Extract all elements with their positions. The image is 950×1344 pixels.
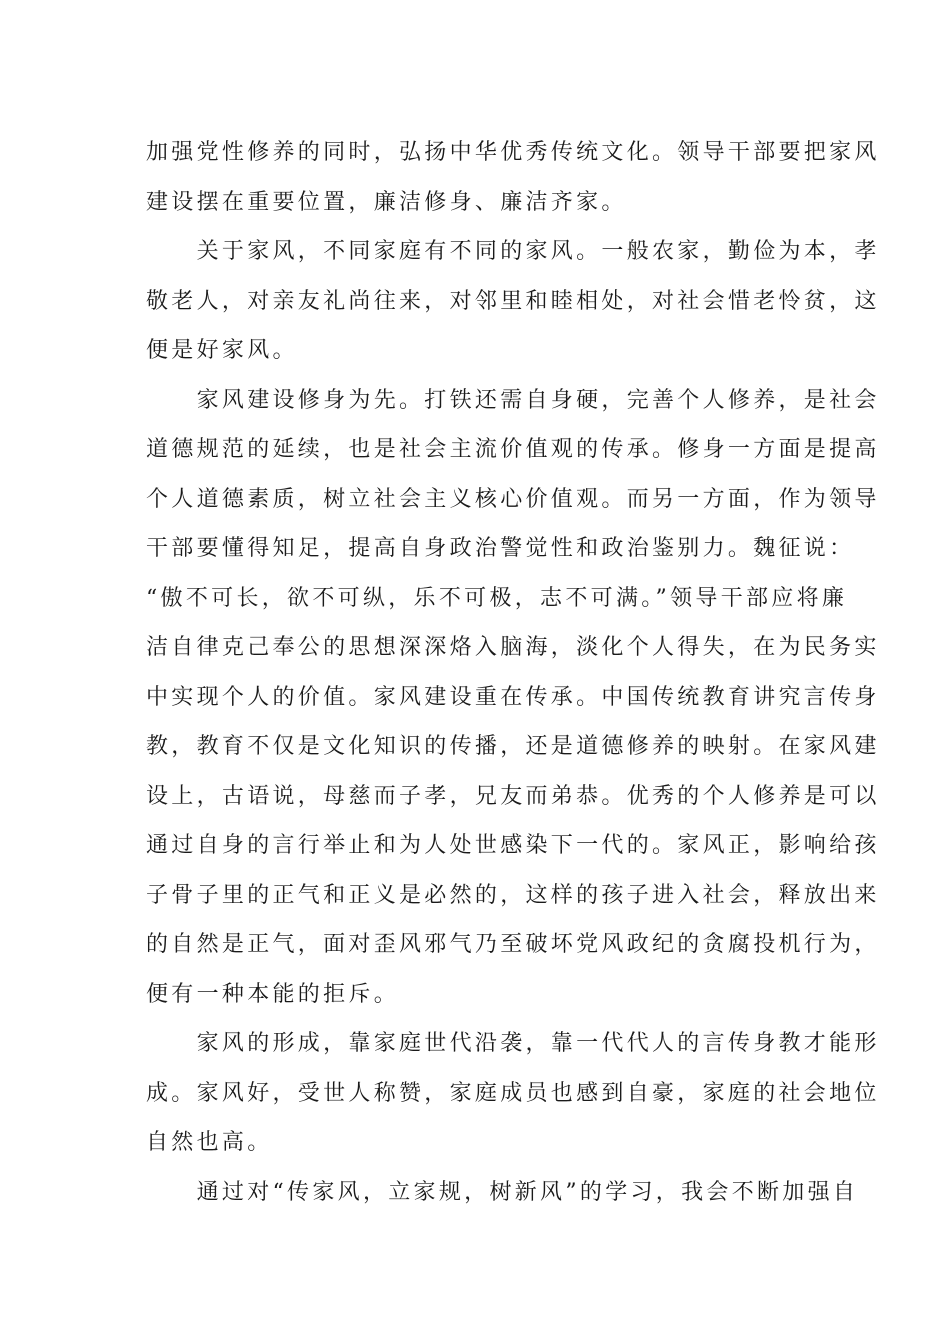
text-line-1: 加强党性修养的同时，弘扬中华优秀传统文化。领导干部要把家风 (146, 140, 880, 165)
text-line-3: 关于家风，不同家庭有不同的家风。一般农家，勤俭为本，孝 (146, 239, 880, 264)
text-line-6: 家风建设修身为先。打铁还需自身硬，完善个人修养，是社会 (146, 387, 880, 413)
text-line-18: 便有一种本能的拒斥。 (146, 981, 400, 1007)
text-line-8: 个人道德素质，树立社会主义核心价值观。而另一方面，作为领导 (146, 486, 880, 512)
text-line-5: 便是好家风。 (146, 338, 298, 363)
text-line-15: 通过自身的言行举止和为人处世感染下一代的。家风正，影响给孩 (146, 833, 880, 858)
text-line-19: 家风的形成，靠家庭世代沿袭，靠一代代人的言传身教才能形 (146, 1031, 880, 1056)
text-line-22: 通过对“传家风，立家规，树新风”的学习，我会不断加强自 (146, 1179, 859, 1205)
text-line-4: 敬老人，对亲友礼尚往来，对邻里和睦相处，对社会惜老怜贫，这 (146, 288, 880, 314)
text-line-7: 道德规范的延续，也是社会主流价值观的传承。修身一方面是提高 (146, 437, 880, 462)
text-line-9: 干部要懂得知足，提高自身政治警觉性和政治鉴别力。魏征说： (146, 536, 855, 561)
text-line-14: 设上，古语说，母慈而子孝，兄友而弟恭。优秀的个人修养是可以 (146, 783, 880, 809)
text-line-20: 成。家风好，受世人称赞，家庭成员也感到自豪，家庭的社会地位 (146, 1080, 880, 1106)
text-line-12: 中实现个人的价值。家风建设重在传承。中国传统教育讲究言传身 (146, 684, 880, 710)
text-line-10: “傲不可长，欲不可纵，乐不可极，志不可满。”领导干部应将廉 (146, 585, 848, 611)
text-line-2: 建设摆在重要位置，廉洁修身、廉洁齐家。 (146, 189, 627, 215)
text-line-17: 的自然是正气，面对歪风邪气乃至破坏党风政纪的贪腐投机行为， (146, 932, 880, 957)
text-line-13: 教，教育不仅是文化知识的传播，还是道德修养的映射。在家风建 (146, 734, 880, 759)
text-line-21: 自然也高。 (146, 1130, 273, 1155)
text-line-16: 子骨子里的正气和正义是必然的，这样的孩子进入社会，释放出来 (146, 882, 880, 908)
text-line-11: 洁自律克己奉公的思想深深烙入脑海，淡化个人得失，在为民务实 (146, 635, 880, 660)
document-body (146, 128, 880, 1217)
